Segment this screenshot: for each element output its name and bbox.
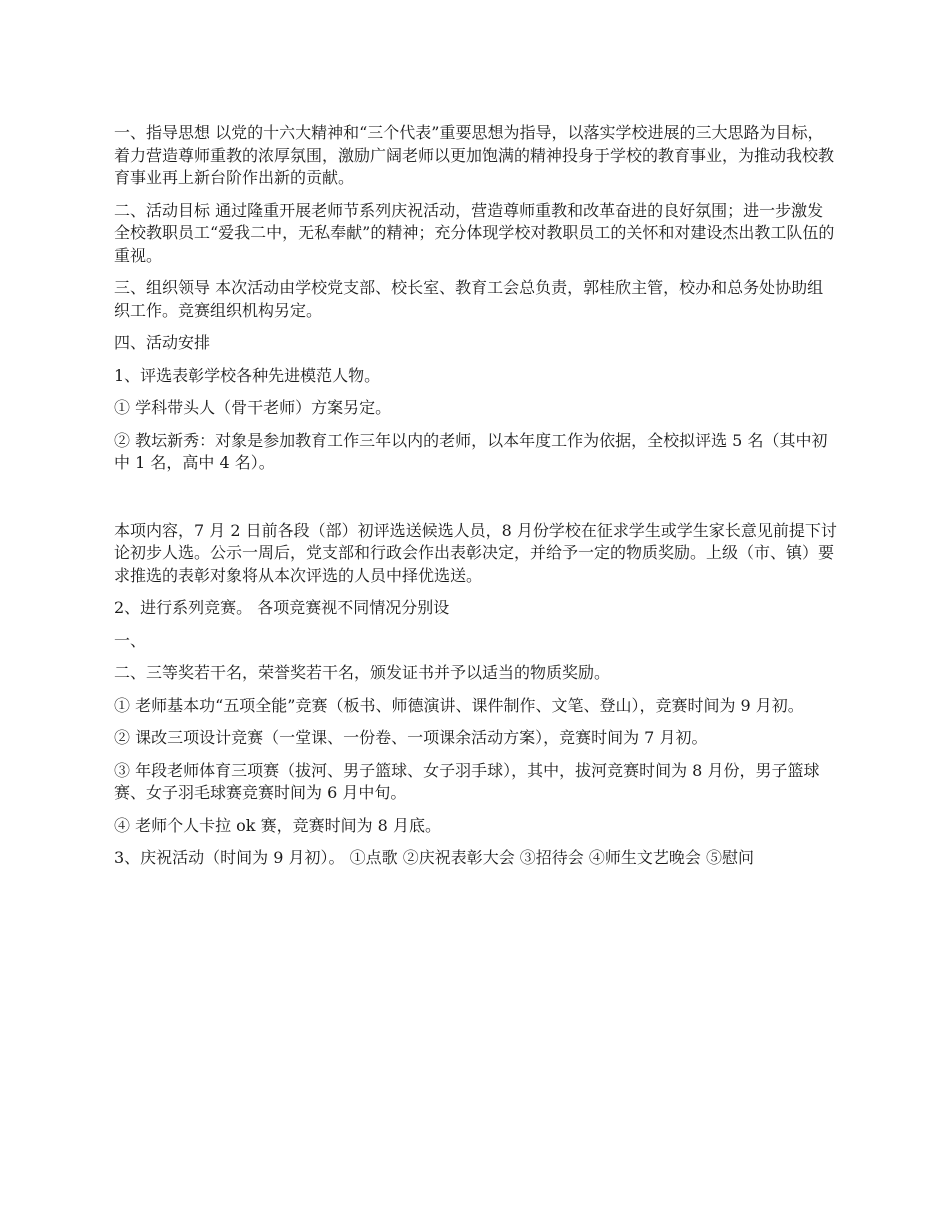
list-item-curriculum-design: ② 课改三项设计竞赛（一堂课、一份卷、一项课余活动方案），竞赛时间为 7 月初。 <box>114 728 708 747</box>
document-body <box>114 122 838 880</box>
paragraph-selection-commendation: 1、评选表彰学校各种先进模范人物。 <box>114 365 381 385</box>
heading-activity-arrangement: 四、活动安排 <box>114 333 211 352</box>
list-item-basic-skills: ① 老师基本功“五项全能”竞赛（板书、师德演讲、课件制作、文笔、登山），竞赛时间为 9 月初。 <box>114 695 804 715</box>
list-item-new-teacher: ② 教坛新秀：对象是参加教育工作三年以内的老师，以本年度工作为依据，全校拟评选 5 名（其中初中 1 名，高中 4 名）。 <box>114 430 828 472</box>
paragraph-competitions: 2、进行系列竞赛。 各项竞赛视不同情况分别设 <box>114 598 450 617</box>
list-item-sports: ③ 年段老师体育三项赛（拔河、男子篮球、女子羽手球），其中，拔河竞赛时间为 8 月份，男子篮球赛、女子羽毛球赛竞赛时间为 6 月中旬。 <box>114 760 820 802</box>
list-item-karaoke: ④ 老师个人卡拉 ok 赛，竞赛时间为 8 月底。 <box>114 815 441 835</box>
paragraph-selection-process: 本项内容，7 月 2 日前各段（部）初评选送候选人员，8 月份学校在征求学生或学生家长意见前提下讨论初步人选。公示一周后，党支部和行政会作出表彰决定，并给予一定的物质奖励。上级（市、镇）要求推选的表彰对象将从本次评选的人员中择优选送。 <box>114 520 837 585</box>
paragraph-activity-goals: 二、活动目标 通过隆重开展老师节系列庆祝活动，营造尊师重教和改革奋进的良好氛围；进一步激发全校教职员工“爱我二中，无私奉献”的精神；充分体现学校对教职员工的关怀和对建设杰出教工队伍的重视。 <box>114 200 835 265</box>
blank-spacer <box>114 485 838 520</box>
paragraph-other-prizes: 二、三等奖若干名，荣誉奖若干名，颁发证书并予以适当的物质奖励。 <box>114 663 611 682</box>
paragraph-guiding-ideology: 一、指导思想 以党的十六大精神和“三个代表”重要思想为指导，以落实学校进展的三大思路为目标，着力营造尊师重教的浓厚氛围，激励广阔老师以更加饱满的精神投身于学校的教育事业，为推动我校教育事业再上新台阶作出新的贡献。 <box>114 123 835 187</box>
paragraph-celebration: 3、庆祝活动（时间为 9 月初）。 ①点歌 ②庆祝表彰大会 ③招待会 ④师生文艺晚会 ⑤慰问 <box>114 848 754 867</box>
paragraph-organization: 三、组织领导 本次活动由学校党支部、校长室、教育工会总负责，郭桂欣主管，校办和总务处协助组织工作。竞赛组织机构另定。 <box>114 278 824 320</box>
list-item-subject-leader: ① 学科带头人（骨干老师）方案另定。 <box>114 398 392 417</box>
paragraph-first-prize: 一、 <box>114 630 147 650</box>
